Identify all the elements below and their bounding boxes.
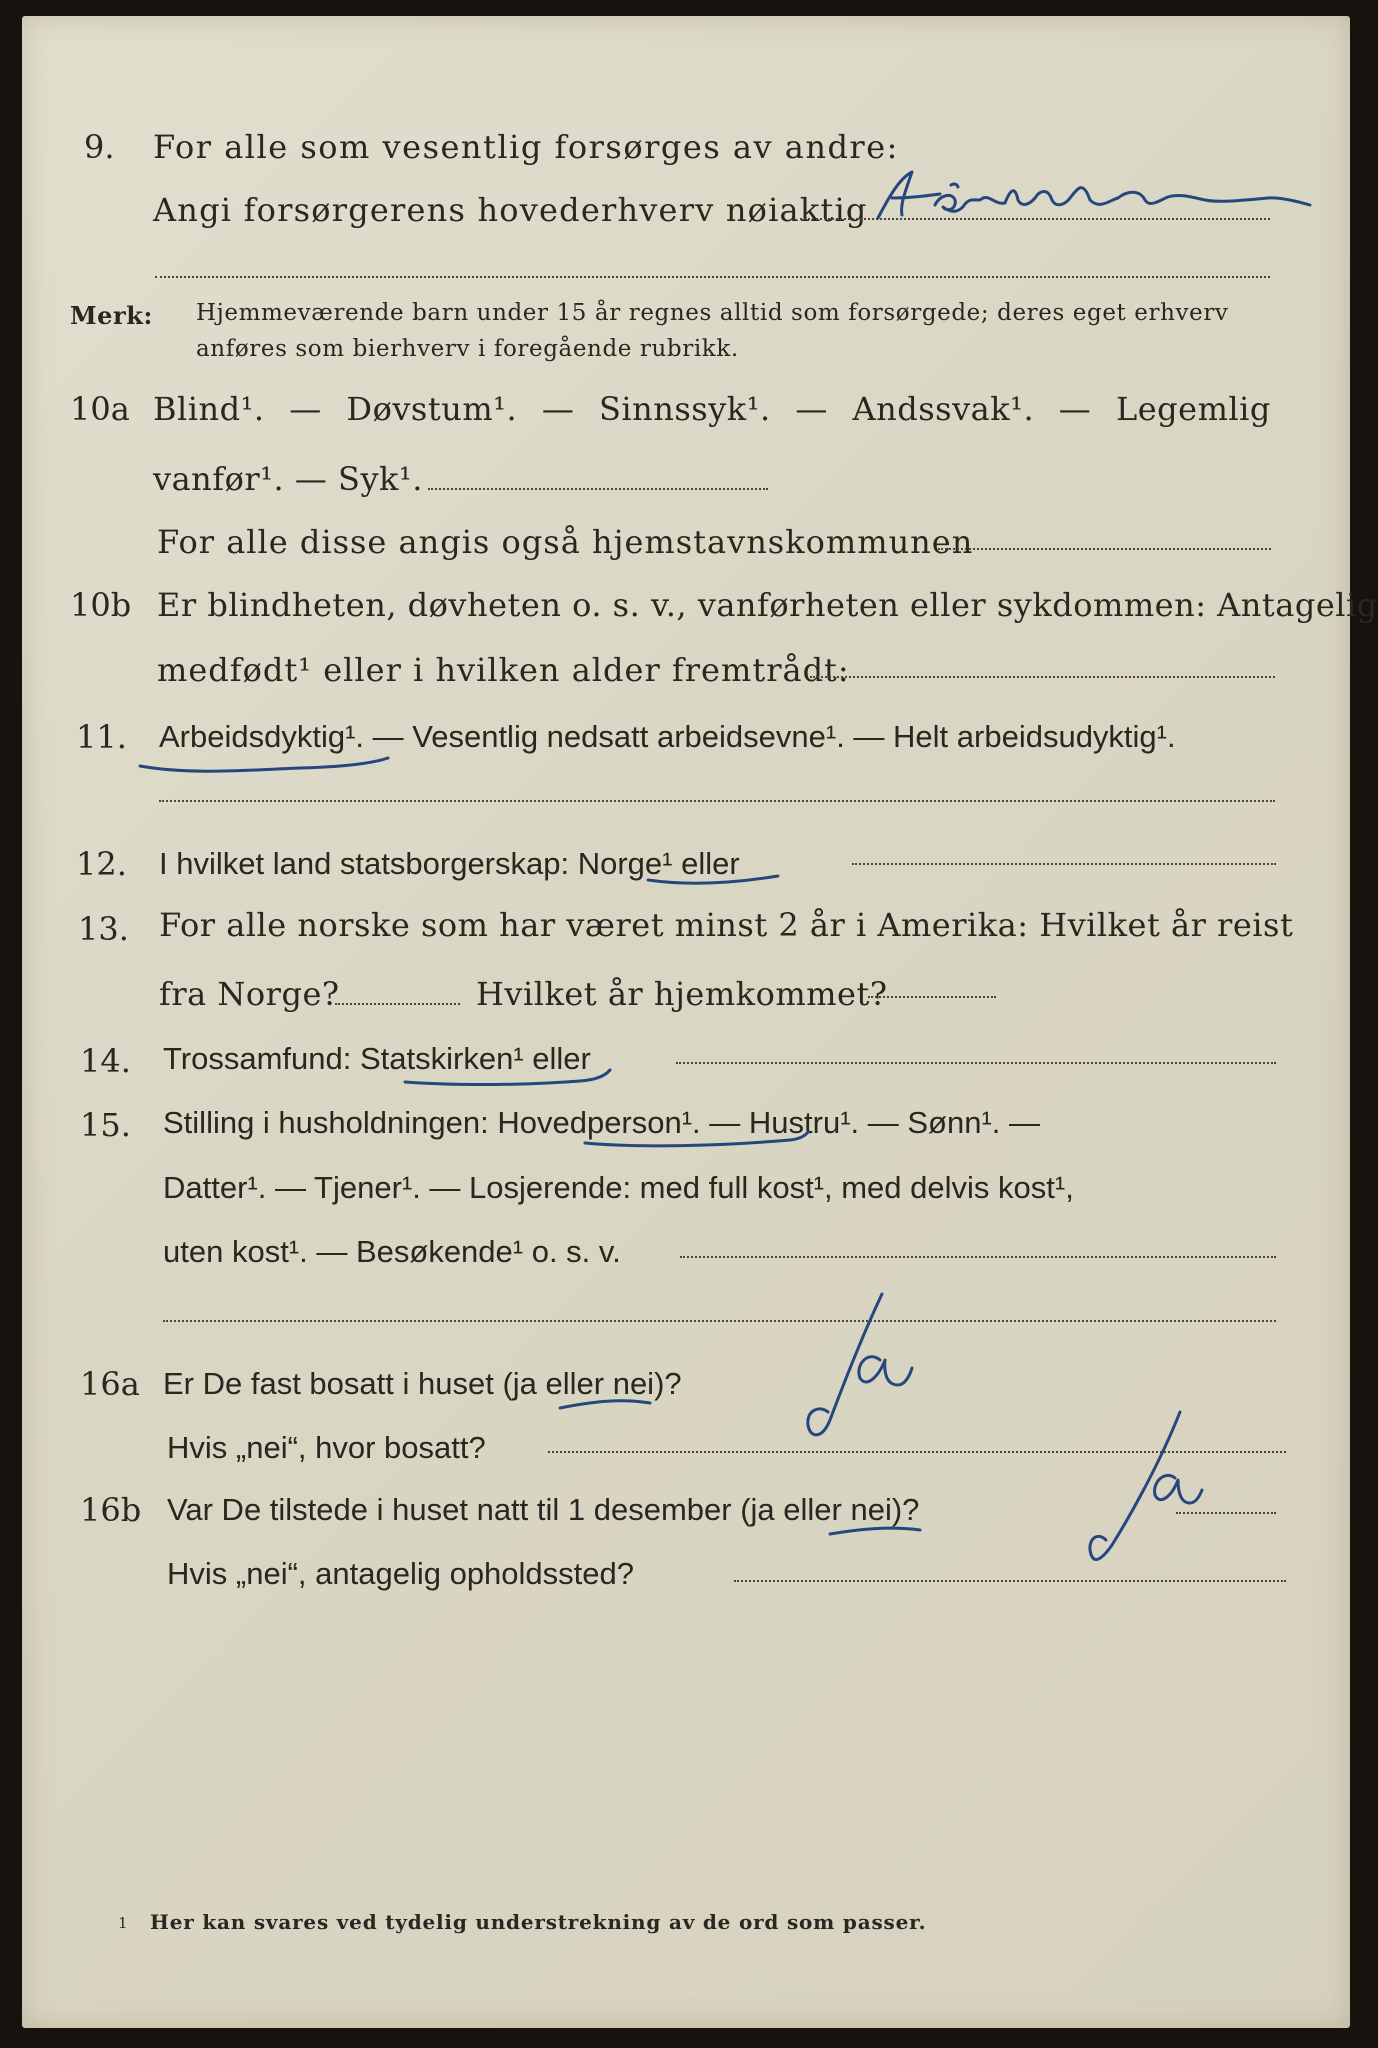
q16b-handwritten-answer: [1090, 1412, 1202, 1560]
q12-underline: [648, 876, 778, 883]
q13-line1: For alle norske som har været minst 2 år i Amerika: Hvilket år reist: [159, 906, 1294, 944]
q10a-number: 10a: [70, 390, 130, 428]
q15-line3: uten kost¹. — Besøkende¹ o. s. v.: [163, 1234, 621, 1269]
q12-number: 12.: [76, 845, 127, 883]
merk-label: Merk:: [70, 301, 153, 330]
q14-line1: Trossamfund: Statskirken¹ eller: [163, 1041, 591, 1076]
q9-line1: For alle som vesentlig forsørges av andre:: [153, 128, 899, 166]
q10b-number: 10b: [70, 586, 132, 624]
q9-line2: Angi forsørgerens hovederhverv nøiaktig: [153, 191, 868, 229]
q10b-line2: medfødt¹ eller i hvilken alder fremtrådt:: [157, 651, 850, 689]
q9-handwritten-answer: [878, 172, 1310, 218]
q12-line1: I hvilket land statsborgerskap: Norge¹ eller: [159, 846, 740, 881]
footnote-text: Her kan svares ved tydelig understrekning av de ord som passer.: [150, 1910, 927, 1934]
q10a-line2: vanfør¹. — Syk¹.: [153, 460, 423, 498]
q15-line1: Stilling i husholdningen: Hovedperson¹. — Hustru¹. — Sønn¹. —: [163, 1105, 1041, 1140]
q13-line2a: fra Norge?: [159, 975, 340, 1013]
q16b-line1: Var De tilstede i huset natt til 1 desember (ja eller nei)?: [167, 1492, 920, 1527]
q15-underline: [585, 1132, 808, 1146]
q11-line1: Arbeidsdyktig¹. — Vesentlig nedsatt arbeidsevne¹. — Helt arbeidsudyktig¹.: [159, 719, 1176, 754]
q11-number: 11.: [76, 718, 127, 756]
q10a-line3: For alle disse angis også hjemstavnskommunen: [157, 523, 974, 561]
q15-number: 15.: [80, 1106, 131, 1144]
q16b-line2: Hvis „nei“, antagelig opholdssted?: [167, 1556, 634, 1591]
q15-line2: Datter¹. — Tjener¹. — Losjerende: med full kost¹, med delvis kost¹,: [163, 1170, 1074, 1205]
q16a-line1: Er De fast bosatt i huset (ja eller nei)?: [163, 1366, 682, 1401]
q16b-number: 16b: [80, 1491, 142, 1529]
q16a-handwritten-answer: [808, 1294, 912, 1435]
q13-line2b: Hvilket år hjemkommet?: [476, 975, 888, 1013]
q16a-underline: [560, 1401, 650, 1408]
q14-number: 14.: [80, 1042, 131, 1080]
merk-line1: Hjemmeværende barn under 15 år regnes alltid som forsørgede; deres eget erhverv: [196, 300, 1229, 326]
q9-number: 9.: [84, 128, 115, 166]
q16a-number: 16a: [80, 1365, 140, 1403]
q10a-line1: Blind¹. — Døvstum¹. — Sinnssyk¹. — Andssvak¹. — Legemlig: [153, 390, 1271, 428]
q10b-line1: Er blindheten, døvheten o. s. v., vanførheten eller sykdommen: Antagelig: [157, 586, 1378, 624]
q11-underline: [140, 758, 388, 771]
q16b-underline: [830, 1528, 920, 1534]
q14-underline: [405, 1070, 610, 1085]
footnote-mark: 1: [118, 1914, 129, 1932]
merk-line2: anføres som bierhverv i foregående rubrikk.: [196, 336, 739, 362]
q13-number: 13.: [78, 910, 129, 948]
q16a-line2: Hvis „nei“, hvor bosatt?: [167, 1430, 486, 1465]
